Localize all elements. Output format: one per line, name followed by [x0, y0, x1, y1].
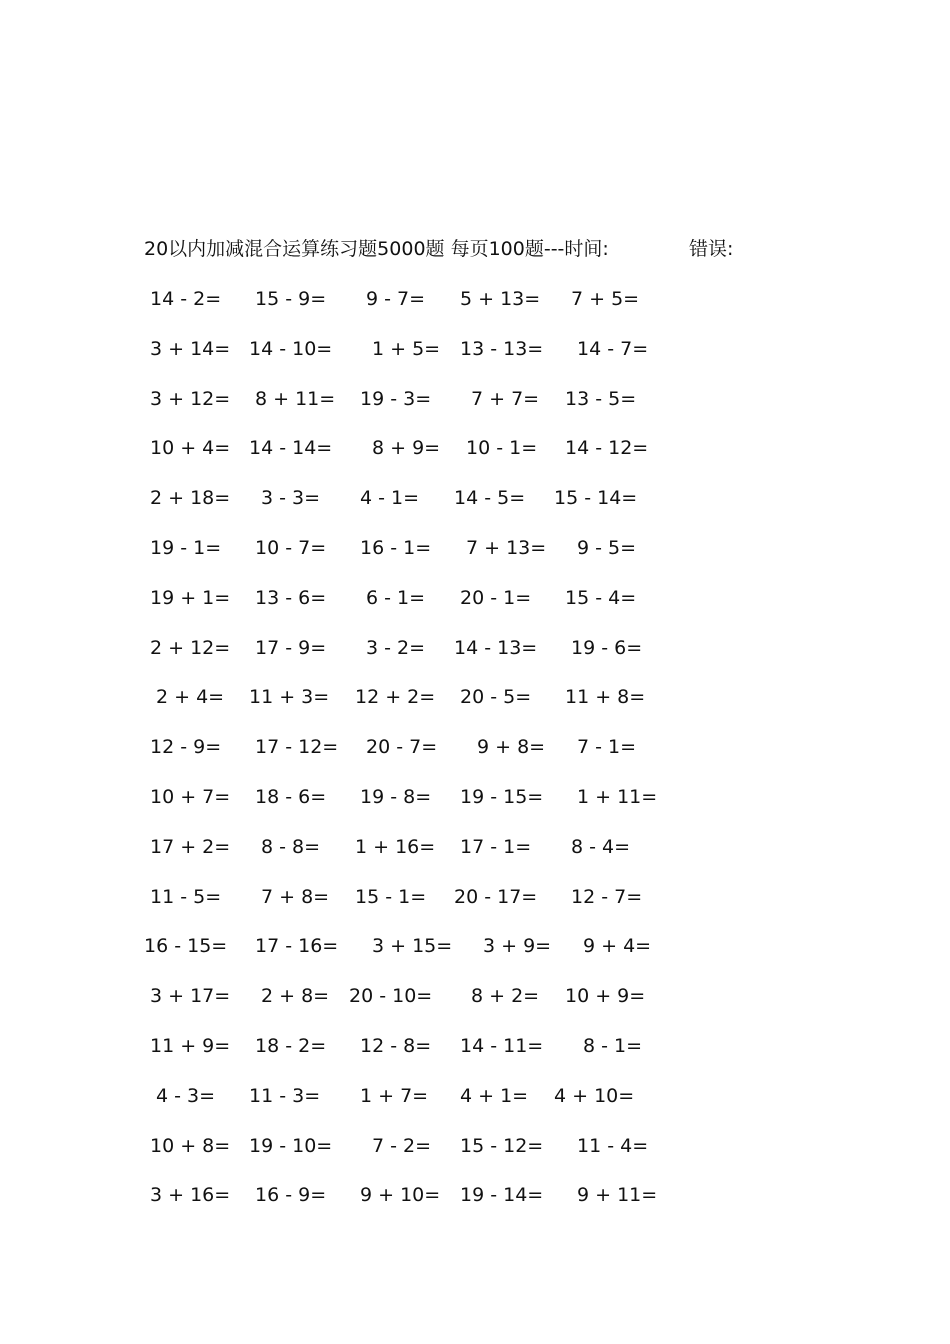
problem-row	[144, 684, 684, 734]
arithmetic-problem: 20 - 10=	[349, 985, 433, 1008]
arithmetic-problem: 11 - 3=	[249, 1084, 321, 1107]
arithmetic-problem: 17 + 2=	[150, 835, 231, 858]
problem-row	[144, 485, 684, 535]
arithmetic-problem: 3 - 2=	[366, 636, 426, 659]
arithmetic-problem: 16 - 1=	[360, 536, 432, 559]
problem-row	[144, 784, 684, 834]
arithmetic-problem: 2 + 18=	[150, 487, 231, 510]
arithmetic-problem: 12 - 9=	[150, 736, 222, 759]
arithmetic-problem: 14 - 2=	[150, 288, 222, 310]
arithmetic-problem: 10 + 8=	[150, 1134, 231, 1157]
arithmetic-problem: 11 + 9=	[150, 1034, 231, 1057]
arithmetic-problem: 11 - 5=	[150, 885, 222, 908]
arithmetic-problem: 10 - 7=	[255, 536, 327, 559]
arithmetic-problem: 19 - 15=	[460, 785, 544, 808]
arithmetic-problem: 8 + 11=	[255, 387, 336, 410]
arithmetic-problem: 19 - 1=	[150, 536, 222, 559]
arithmetic-problem: 14 - 10=	[249, 337, 333, 360]
arithmetic-problem: 14 - 5=	[454, 487, 526, 510]
arithmetic-problem: 17 - 16=	[255, 935, 339, 958]
arithmetic-problem: 4 + 10=	[554, 1084, 635, 1107]
arithmetic-problem: 17 - 12=	[255, 736, 339, 759]
arithmetic-problem: 2 + 4=	[156, 686, 225, 709]
problem-row	[144, 983, 684, 1033]
arithmetic-problem: 18 - 6=	[255, 785, 327, 808]
arithmetic-problem: 19 - 8=	[360, 785, 432, 808]
arithmetic-problem: 9 + 11=	[577, 1184, 658, 1207]
problem-row	[144, 535, 684, 585]
arithmetic-problem: 3 - 3=	[261, 487, 321, 510]
arithmetic-problem: 14 - 13=	[454, 636, 538, 659]
arithmetic-problem: 20 - 1=	[460, 586, 532, 609]
arithmetic-problem: 19 + 1=	[150, 586, 231, 609]
arithmetic-problem: 16 - 15=	[144, 935, 228, 958]
arithmetic-problem: 7 + 7=	[471, 387, 540, 410]
problem-row	[144, 635, 684, 685]
arithmetic-problem: 9 + 4=	[583, 935, 652, 958]
arithmetic-problem: 15 - 9=	[255, 288, 327, 310]
problem-row	[144, 1133, 684, 1183]
arithmetic-problem: 20 - 7=	[366, 736, 438, 759]
arithmetic-problem: 14 - 12=	[565, 437, 649, 460]
arithmetic-problem: 3 + 12=	[150, 387, 231, 410]
arithmetic-problem: 6 - 1=	[366, 586, 426, 609]
problem-row	[144, 884, 684, 934]
problem-row	[144, 286, 684, 336]
arithmetic-problem: 3 + 9=	[483, 935, 552, 958]
arithmetic-problem: 11 + 8=	[565, 686, 646, 709]
arithmetic-problem: 8 - 4=	[571, 835, 631, 858]
arithmetic-problem: 8 - 1=	[583, 1034, 643, 1057]
arithmetic-problem: 12 - 8=	[360, 1034, 432, 1057]
arithmetic-problem: 12 + 2=	[355, 686, 436, 709]
worksheet-header	[144, 236, 764, 262]
arithmetic-problem: 10 + 9=	[565, 985, 646, 1008]
worksheet-title: 20以内加减混合运算练习题5000题 每页100题---时间:	[144, 238, 609, 260]
arithmetic-problem: 5 + 13=	[460, 288, 541, 310]
arithmetic-problem: 10 + 4=	[150, 437, 231, 460]
arithmetic-problem: 17 - 1=	[460, 835, 532, 858]
arithmetic-problem: 7 - 2=	[372, 1134, 432, 1157]
arithmetic-problem: 3 + 16=	[150, 1184, 231, 1207]
arithmetic-problem: 1 + 16=	[355, 835, 436, 858]
arithmetic-problem: 13 - 13=	[460, 337, 544, 360]
arithmetic-problem: 7 + 5=	[571, 288, 640, 310]
arithmetic-problem: 13 - 6=	[255, 586, 327, 609]
problem-row	[144, 1083, 684, 1133]
arithmetic-problem: 3 + 14=	[150, 337, 231, 360]
arithmetic-problem: 14 - 7=	[577, 337, 649, 360]
arithmetic-problem: 20 - 5=	[460, 686, 532, 709]
arithmetic-problem: 15 - 4=	[565, 586, 637, 609]
arithmetic-problem: 19 - 6=	[571, 636, 643, 659]
arithmetic-problem: 14 - 14=	[249, 437, 333, 460]
arithmetic-problem: 2 + 12=	[150, 636, 231, 659]
arithmetic-problem: 7 - 1=	[577, 736, 637, 759]
arithmetic-problem: 17 - 9=	[255, 636, 327, 659]
arithmetic-problem: 10 + 7=	[150, 785, 231, 808]
arithmetic-problem: 7 + 8=	[261, 885, 330, 908]
arithmetic-problem: 12 - 7=	[571, 885, 643, 908]
problem-row	[144, 1033, 684, 1083]
arithmetic-problem: 16 - 9=	[255, 1184, 327, 1207]
arithmetic-problem: 9 + 10=	[360, 1184, 441, 1207]
arithmetic-problem: 2 + 8=	[261, 985, 330, 1008]
arithmetic-problem: 8 - 8=	[261, 835, 321, 858]
problem-row	[144, 734, 684, 784]
problem-grid	[144, 286, 684, 1232]
problem-row	[144, 933, 684, 983]
arithmetic-problem: 7 + 13=	[466, 536, 547, 559]
problem-row	[144, 585, 684, 635]
arithmetic-problem: 4 - 1=	[360, 487, 420, 510]
arithmetic-problem: 3 + 17=	[150, 985, 231, 1008]
problem-row	[144, 834, 684, 884]
arithmetic-problem: 4 + 1=	[460, 1084, 529, 1107]
problem-row	[144, 386, 684, 436]
arithmetic-problem: 9 - 5=	[577, 536, 637, 559]
arithmetic-problem: 19 - 10=	[249, 1134, 333, 1157]
arithmetic-problem: 15 - 1=	[355, 885, 427, 908]
arithmetic-problem: 15 - 14=	[554, 487, 638, 510]
arithmetic-problem: 3 + 15=	[372, 935, 453, 958]
arithmetic-problem: 1 + 5=	[372, 337, 441, 360]
arithmetic-problem: 9 + 8=	[477, 736, 546, 759]
arithmetic-problem: 19 - 14=	[460, 1184, 544, 1207]
arithmetic-problem: 10 - 1=	[466, 437, 538, 460]
errors-label: 错误:	[689, 238, 734, 260]
arithmetic-problem: 15 - 12=	[460, 1134, 544, 1157]
arithmetic-problem: 13 - 5=	[565, 387, 637, 410]
problem-row	[144, 435, 684, 485]
arithmetic-problem: 19 - 3=	[360, 387, 432, 410]
arithmetic-problem: 9 - 7=	[366, 288, 426, 310]
problem-row	[144, 1182, 684, 1232]
arithmetic-problem: 8 + 9=	[372, 437, 441, 460]
arithmetic-problem: 11 - 4=	[577, 1134, 649, 1157]
arithmetic-problem: 20 - 17=	[454, 885, 538, 908]
arithmetic-problem: 11 + 3=	[249, 686, 330, 709]
problem-row	[144, 336, 684, 386]
arithmetic-problem: 14 - 11=	[460, 1034, 544, 1057]
arithmetic-problem: 1 + 11=	[577, 785, 658, 808]
arithmetic-problem: 4 - 3=	[156, 1084, 216, 1107]
arithmetic-problem: 8 + 2=	[471, 985, 540, 1008]
arithmetic-problem: 1 + 7=	[360, 1084, 429, 1107]
arithmetic-problem: 18 - 2=	[255, 1034, 327, 1057]
